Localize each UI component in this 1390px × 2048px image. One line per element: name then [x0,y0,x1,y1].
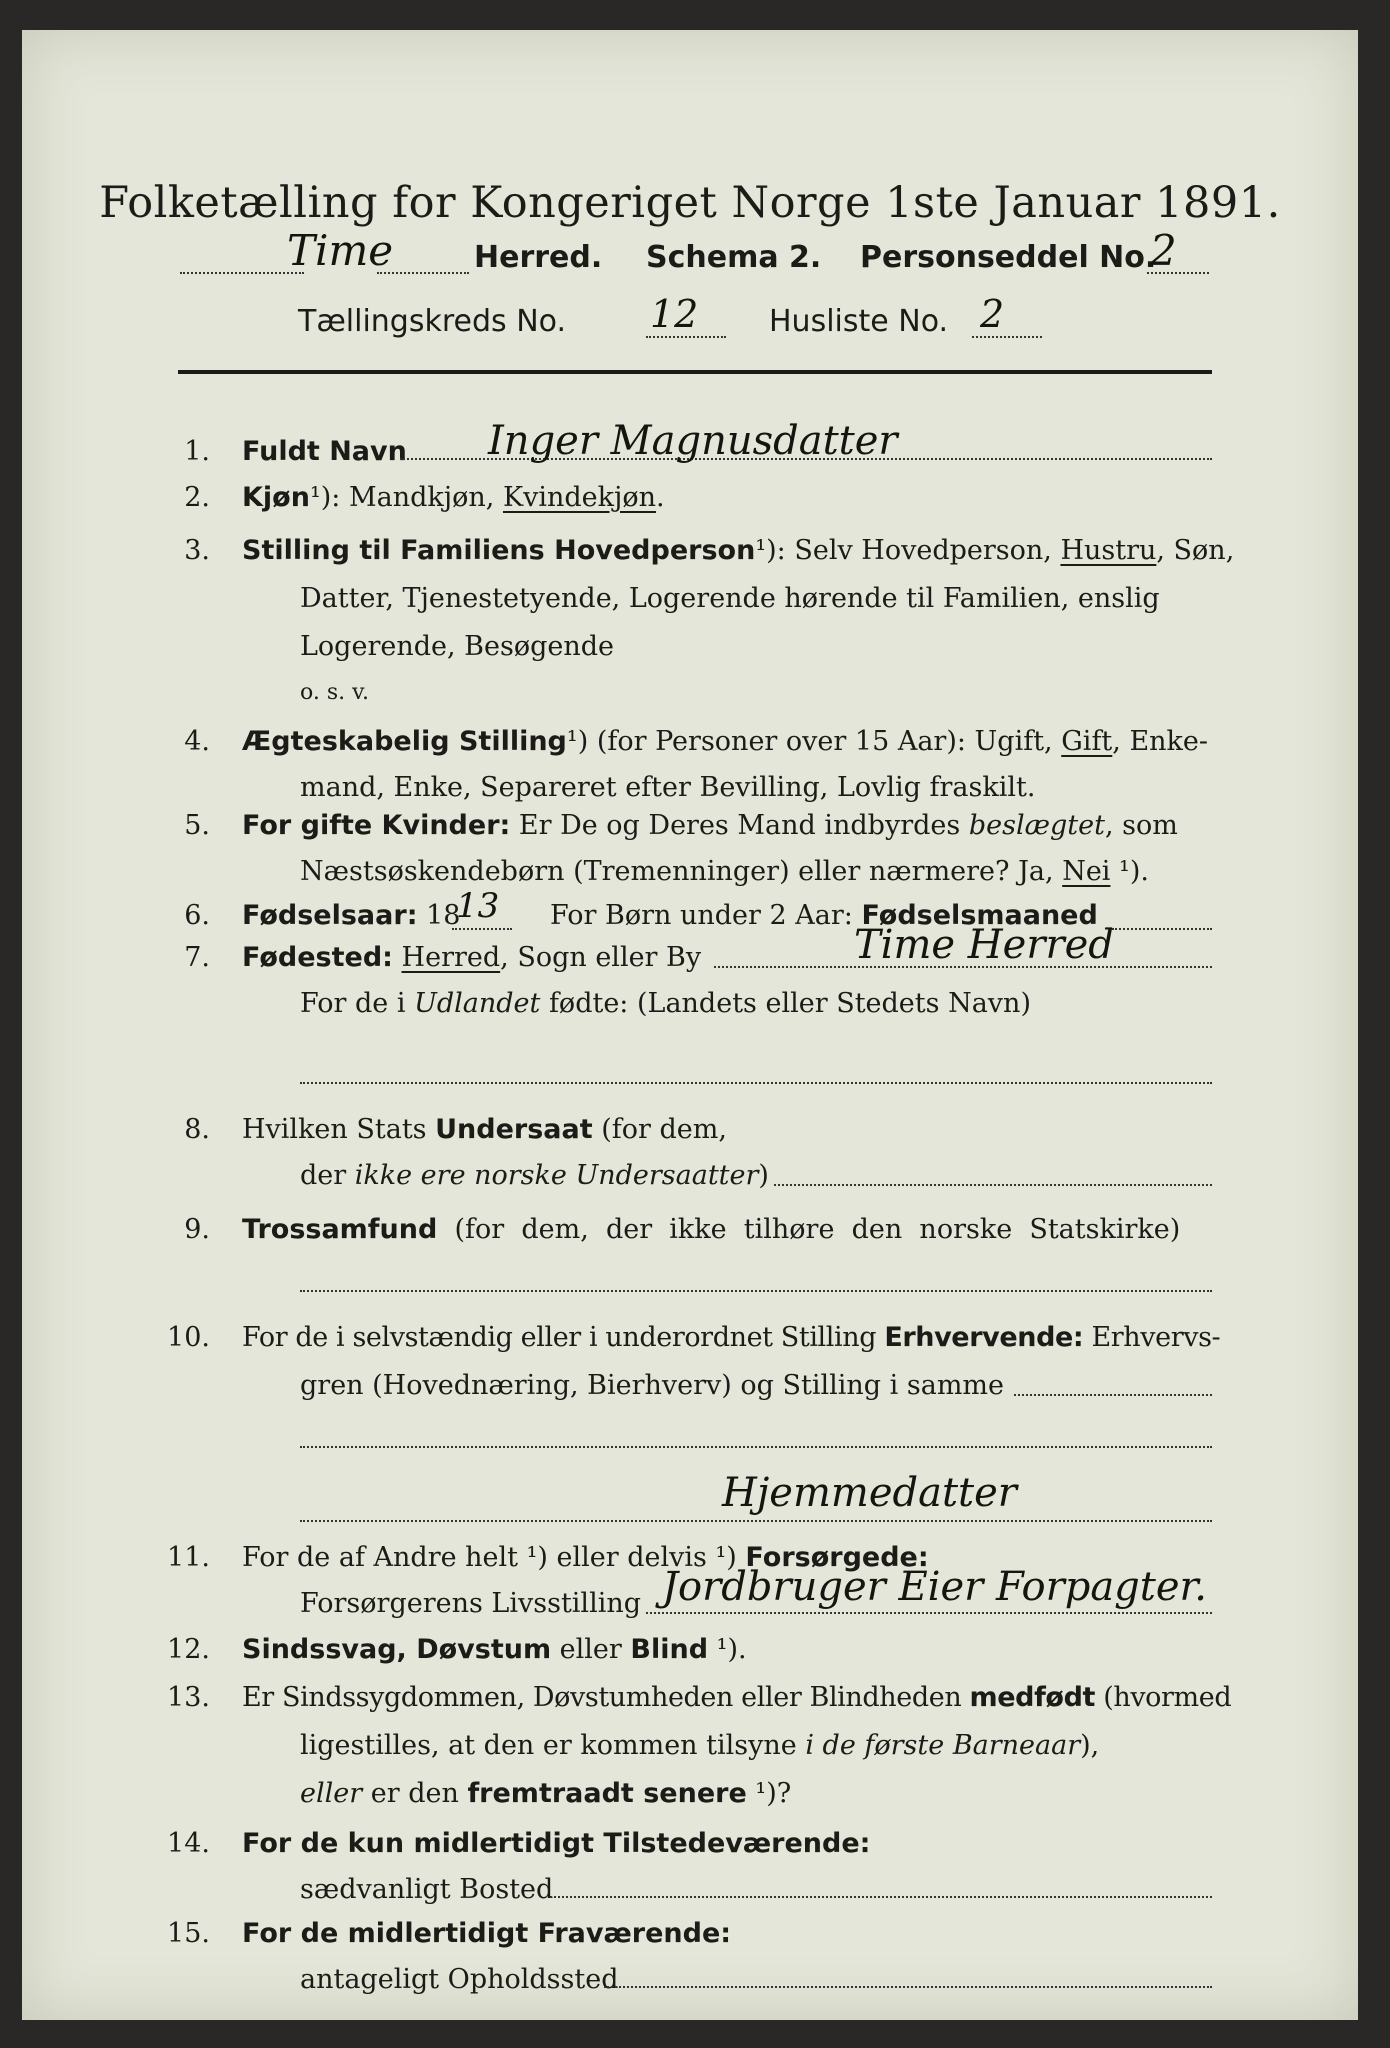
item-2-end: . [656,482,665,513]
herred-dotline [180,272,304,274]
item-8-dotline [774,1184,1212,1186]
item-5-question: Er De og Deres Mand indbyrdes [510,810,969,841]
item-13-lead: Er Sindssygdommen, Døvstumheden eller Blindheden [242,1682,970,1713]
item-6-dotline-2 [1112,928,1212,930]
kreds-dotline [646,336,726,338]
item-6-month-label: Fødselsmaaned [861,900,1098,931]
item-7-handwriting: Time Herred [854,922,1114,968]
item-7-label: Fødested: [242,942,393,973]
item-10-line2: gren (Hovednæring, Bierhverv) og Stilling i samme [300,1370,1005,1401]
item-6-dotline [452,928,512,930]
item-7-options: , Sogn eller By [500,942,702,973]
item-13-line2 [300,1730,1099,1761]
item-5-text [242,810,1178,841]
item-5-selected: Nei [1062,856,1111,887]
item-3-options: ¹): Selv Hovedperson, [755,535,1061,566]
item-2-label: Kjøn [242,482,310,513]
item-13-label: medfødt [969,1682,1096,1713]
item-8-line2-end: ) [758,1160,769,1191]
item-3-line2: Datter, Tjenestetyende, Logerende hørende til Familien, enslig [300,583,1160,614]
item-12-label: Sindssvag, Døvstum [242,1634,552,1665]
item-7-blank-line [300,1082,1212,1084]
item-2-selected: Kvindekjøn [502,482,657,513]
item-11-number: 11. [167,1542,210,1573]
item-7-number: 7. [184,942,210,973]
item-12-text [242,1634,747,1665]
item-2-options: ¹): Mandkjøn, [309,482,503,513]
item-13-line3 [300,1778,791,1809]
item-9-blank-line [300,1290,1212,1292]
item-8-line2 [300,1160,769,1191]
item-3-number: 3. [184,535,210,566]
census-form-page [22,30,1358,2020]
header-rule [178,370,1212,374]
item-3-end: , Søn, [1156,535,1235,566]
item-1-number: 1. [184,436,210,467]
item-6-text [242,900,460,931]
item-10-end: Erhvervs- [1083,1322,1221,1353]
item-11-dotline [646,1612,1212,1614]
item-5-line2 [300,856,1149,887]
item-4-end: , Enke- [1112,726,1209,757]
item-14-label: For de kun midlertidigt Tilstedeværende: [242,1828,871,1859]
item-7-text [242,942,701,973]
item-13-number: 13. [167,1682,210,1713]
herred-dotline-2 [377,272,469,274]
item-13-end: (hvormed [1095,1682,1232,1713]
item-8-italic: ikke ere norske Undersaatter [354,1160,759,1191]
item-7-line2-text: For de i [300,988,415,1019]
kreds-label: Tællingskreds No. [298,304,566,339]
item-15-number: 15. [167,1918,210,1949]
item-10-text [242,1322,1220,1353]
item-13-line3-italic: eller [300,1778,363,1809]
item-13-line3-text: er den [362,1778,468,1809]
item-10-dotline [1014,1394,1212,1396]
item-12-label-b: Blind [630,1634,709,1665]
item-13-italic: i de første Barneaar [805,1730,1081,1761]
form-title: Folketælling for Kongeriget Norge 1ste Januar 1891. [99,178,1281,228]
item-9-number: 9. [184,1214,210,1245]
kreds-handwriting: 12 [650,292,699,336]
item-3-line4: o. s. v. [300,680,369,705]
item-10-number: 10. [167,1322,210,1353]
husliste-label: Husliste No. [769,304,949,339]
item-4-options: ¹) (for Personer over 15 Aar): Ugift, [566,726,1062,757]
item-5-line2-text: Næstsøskendebørn (Tremenninger) eller nærmere? Ja, [300,856,1063,887]
item-15-line2: antageligt Opholdssted [300,1964,619,1995]
item-9-label: Trossamfund [242,1214,438,1245]
item-8-text [242,1114,727,1145]
item-5-end: , som [1104,810,1178,841]
item-8-line2-text: der [300,1160,355,1191]
item-9-text [242,1214,1180,1245]
item-13-line3-end: ¹)? [746,1778,792,1809]
herred-label: Herred. [474,240,603,275]
item-8-number: 8. [184,1114,210,1145]
item-11-label: Forsørgede: [745,1542,929,1573]
item-11-line2: Forsørgerens Livsstilling [300,1588,642,1619]
item-4-line2: mand, Enke, Separeret efter Bevilling, Lovlig fraskilt. [300,772,1036,803]
item-4-label: Ægteskabelig Stilling [242,726,567,757]
item-6-children: For Børn under 2 Aar: [550,900,862,931]
item-14-line2: sædvanligt Bosted [300,1874,554,1905]
schema-label: Schema 2. [646,240,822,275]
item-6-century: 18 [417,900,461,931]
item-14-dotline [550,1896,1212,1898]
item-9-text-b: (for dem, der ikke tilhøre den norske Statskirke) [437,1214,1181,1245]
item-12-end: ¹). [708,1634,747,1665]
personseddel-dotline [1147,272,1209,274]
item-6-number: 6. [184,900,210,931]
item-4-selected: Gift [1061,726,1113,757]
personseddel-handwriting: 2 [1150,226,1177,275]
item-13-line3-label: fremtraadt senere [467,1778,747,1809]
item-14-number: 14. [167,1828,210,1859]
item-3-selected: Hustru [1060,535,1157,566]
personseddel-label: Personseddel No. [860,240,1157,275]
item-13-line2-text: ligestilles, at den er kommen tilsyne [300,1730,806,1761]
item-4-text [242,726,1208,757]
item-15-label: For de midlertidigt Fraværende: [242,1918,732,1949]
item-7-italic: Udlandet [414,988,541,1019]
item-4-number: 4. [184,726,210,757]
husliste-dotline [972,336,1042,338]
item-7-line2-end: fødte: (Landets eller Stedets Navn) [540,988,1031,1019]
item-3-text [242,535,1234,566]
item-5-line2-end: ¹). [1110,856,1149,887]
item-11-handwriting: Jordbruger Eier Forpagter. [662,1564,1207,1610]
item-5-label: For gifte Kvinder: [242,810,511,841]
item-15-dotline [604,1986,1212,1988]
item-8-end: (for dem, [592,1114,727,1145]
item-1-label: Fuldt Navn [242,436,407,467]
item-10-lead: For de i selvstændig eller i underordnet Stilling [242,1322,885,1353]
item-5-number: 5. [184,810,210,841]
item-6-handwriting: 13 [456,886,500,926]
herred-handwriting: Time [287,226,394,275]
husliste-handwriting: 2 [980,292,1005,336]
item-5-italic: beslægtet [968,810,1105,841]
item-2-number: 2. [184,482,210,513]
item-13-line2-end: ), [1080,1730,1100,1761]
item-8-lead: Hvilken Stats [242,1114,436,1145]
item-12-number: 12. [167,1634,210,1665]
item-3-line3: Logerende, Besøgende [300,631,614,662]
item-10-blank-line [300,1446,1212,1448]
item-11-lead: For de af Andre helt ¹) eller delvis ¹) [242,1542,746,1573]
item-1-handwriting: Inger Magnusdatter [488,418,898,464]
item-7-selected: Herred [401,942,501,973]
item-7-line2 [300,988,1031,1019]
item-10-blank-line-2 [300,1520,1212,1522]
item-8-label: Undersaat [435,1114,593,1145]
item-2-text [242,482,665,513]
item-3-label: Stilling til Familiens Hovedperson [242,535,756,566]
item-12-or: eller [551,1634,631,1665]
item-13-text [242,1682,1231,1713]
item-10-handwriting: Hjemmedatter [722,1470,1017,1516]
item-6-label: Fødselsaar: [242,900,418,931]
item-10-label: Erhvervende: [884,1322,1084,1353]
